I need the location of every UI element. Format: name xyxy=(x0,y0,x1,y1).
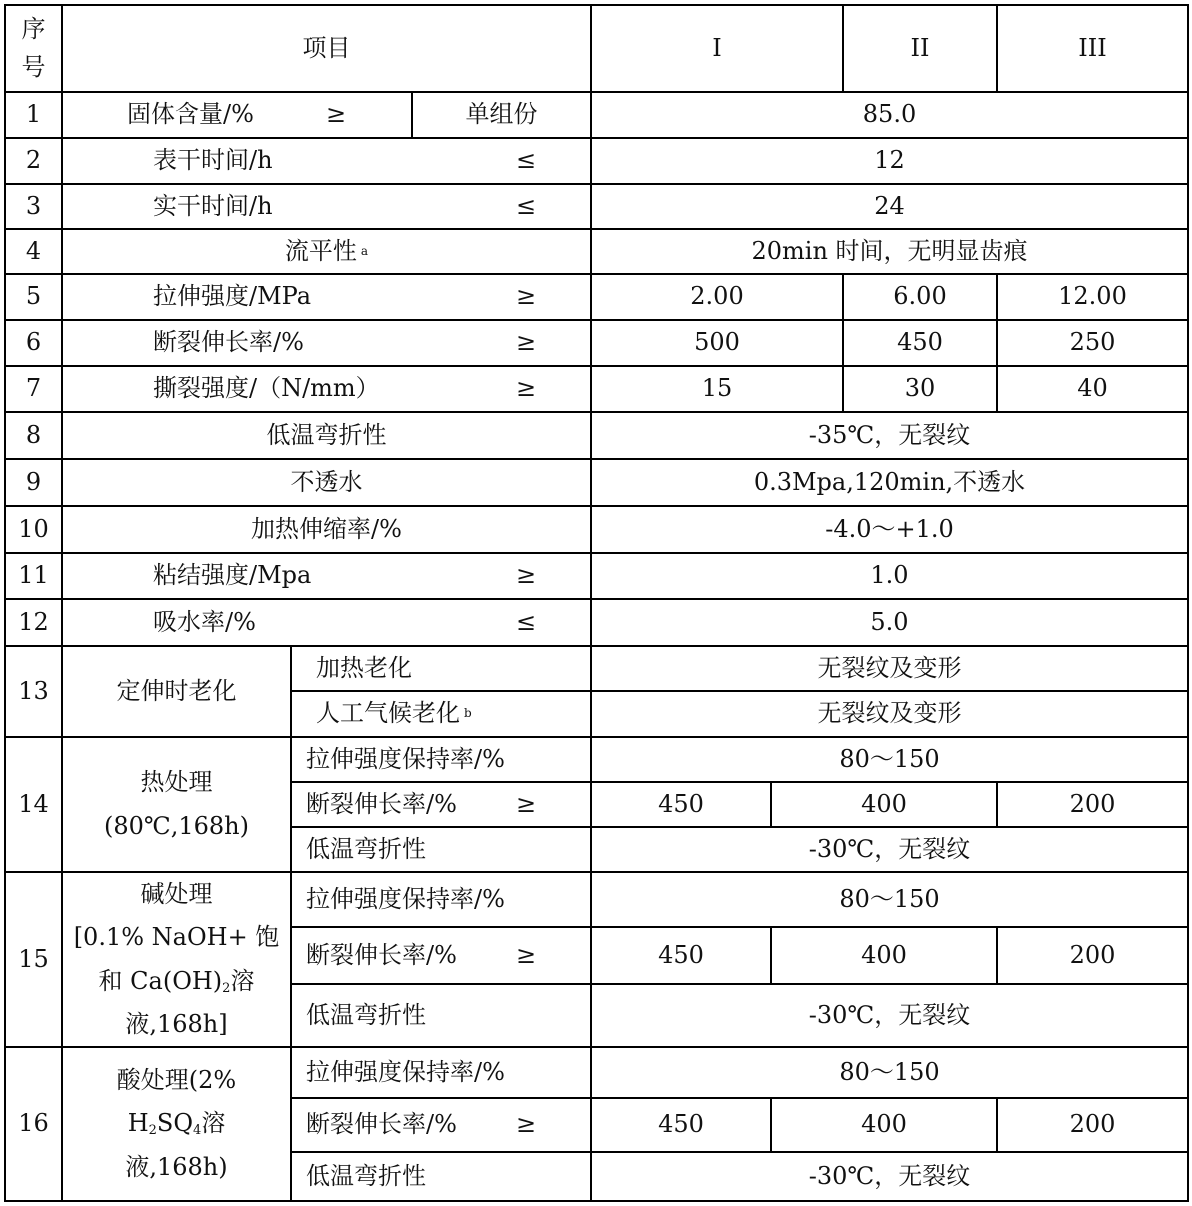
border-bottom xyxy=(4,1200,1189,1202)
ge-symbol: ≥ xyxy=(515,328,537,357)
row-number: 11 xyxy=(18,561,49,590)
item-subtype: 单组份 xyxy=(465,100,538,129)
value-ii: 400 xyxy=(861,940,907,969)
value-iii: 12.00 xyxy=(1058,282,1127,311)
row-number: 7 xyxy=(25,374,42,403)
value-cell: 85.0 xyxy=(862,100,917,129)
value-cell: 20min 时间，无明显齿痕 xyxy=(751,236,1028,265)
value-cell: -4.0～+1.0 xyxy=(825,514,954,543)
sub-item: 拉伸强度保持率/% xyxy=(306,1057,505,1086)
item-name-part: 溶 xyxy=(201,1109,226,1138)
sub-item: 低温弯折性 xyxy=(306,834,426,863)
item-name-part: H xyxy=(127,1109,149,1138)
item-name xyxy=(63,873,290,1046)
value-i: 2.00 xyxy=(690,282,744,311)
sub-item: 断裂伸长率/% xyxy=(306,789,457,818)
item-name-part: 溶 xyxy=(230,966,255,995)
sub-item xyxy=(316,692,576,736)
subscript: 4 xyxy=(193,1123,202,1139)
footnote-marker: b xyxy=(464,706,472,721)
value-iii: 200 xyxy=(1069,940,1116,969)
item-name-line: 酸处理(2% xyxy=(116,1066,237,1095)
item-condition: (80℃,168h) xyxy=(103,811,249,840)
row-number: 2 xyxy=(25,146,42,175)
item-name: 表干时间/h xyxy=(153,146,273,175)
value-cell: -30℃，无裂纹 xyxy=(808,1000,971,1029)
item-name: 加热伸缩率/% xyxy=(251,514,402,543)
value-cell: 5.0 xyxy=(870,607,909,636)
item-name: 吸水率/% xyxy=(153,607,256,636)
sub-item: 拉伸强度保持率/% xyxy=(306,744,505,773)
row-number: 6 xyxy=(25,328,42,357)
item-name xyxy=(63,230,590,273)
item-name: 断裂伸长率/% xyxy=(153,328,304,357)
value-cell: 0.3Mpa,120min,不透水 xyxy=(753,467,1026,496)
value-i: 450 xyxy=(658,1110,704,1139)
value-cell: 24 xyxy=(874,191,905,220)
value-ii: 400 xyxy=(861,789,907,818)
row-number: 5 xyxy=(25,282,42,311)
vline-subitems xyxy=(290,646,292,1202)
sub-item: 断裂伸长率/% xyxy=(306,940,457,969)
header-col-iii: III xyxy=(1078,33,1107,62)
item-name-part: 和 Ca(OH) xyxy=(98,966,223,995)
le-symbol: ≤ xyxy=(515,191,537,220)
subscript: 2 xyxy=(148,1123,157,1139)
item-name-line: 热处理 xyxy=(140,768,213,797)
item-name: 撕裂强度/（N/mm） xyxy=(153,374,380,403)
row-number: 3 xyxy=(25,191,42,220)
value-cell: 无裂纹及变形 xyxy=(817,653,962,682)
item-name: 粘结强度/Mpa xyxy=(153,561,312,590)
value-cell: 80～150 xyxy=(839,744,940,773)
value-cell: -30℃，无裂纹 xyxy=(808,834,971,863)
item-name-line: 液,168h] xyxy=(125,1009,228,1038)
value-iii: 250 xyxy=(1069,328,1116,357)
row-number: 16 xyxy=(18,1109,49,1138)
item-name-line xyxy=(128,1102,226,1145)
row-number: 9 xyxy=(25,467,42,496)
value-i: 500 xyxy=(694,328,740,357)
sub-item: 拉伸强度保持率/% xyxy=(306,884,505,913)
row-number: 13 xyxy=(18,676,49,705)
value-i: 15 xyxy=(701,374,733,403)
ge-symbol: ≥ xyxy=(515,282,537,311)
sub-item: 加热老化 xyxy=(316,653,412,682)
value-ii: 30 xyxy=(904,374,936,403)
item-name xyxy=(63,738,290,871)
value-cell: 12 xyxy=(874,146,905,175)
header-item: 项目 xyxy=(302,33,351,62)
row-number: 10 xyxy=(18,514,49,543)
value-ii: 450 xyxy=(897,328,943,357)
row-number: 8 xyxy=(25,420,42,449)
item-name-text: 流平性 xyxy=(284,236,357,265)
row-number: 14 xyxy=(18,789,49,818)
header-col-i: I xyxy=(712,33,722,62)
value-cell: -30℃，无裂纹 xyxy=(808,1161,971,1190)
ge-symbol: ≥ xyxy=(515,1110,537,1139)
ge-symbol: ≥ xyxy=(515,374,537,403)
ge-symbol: ≥ xyxy=(515,940,537,969)
value-iii: 40 xyxy=(1077,374,1108,403)
value-iii: 200 xyxy=(1069,789,1116,818)
item-name: 实干时间/h xyxy=(153,191,273,220)
value-cell: 1.0 xyxy=(870,561,909,590)
row-number: 4 xyxy=(25,236,42,265)
value-cell: 80～150 xyxy=(839,884,940,913)
item-name-line xyxy=(99,960,255,1003)
ge-symbol: ≥ xyxy=(515,789,537,818)
value-ii: 400 xyxy=(861,1110,907,1139)
value-iii: 200 xyxy=(1069,1110,1116,1139)
sub-item: 低温弯折性 xyxy=(306,1000,426,1029)
row-number: 1 xyxy=(25,100,42,129)
value-ii: 6.00 xyxy=(893,282,947,311)
le-symbol: ≤ xyxy=(515,146,537,175)
item-name-line: 碱处理 xyxy=(140,880,213,909)
header-no: 序 号 xyxy=(21,15,46,81)
value-i: 450 xyxy=(658,789,704,818)
item-name-part: SQ xyxy=(156,1109,194,1138)
item-name xyxy=(63,1048,290,1200)
ge-symbol: ≥ xyxy=(325,100,347,129)
value-cell: 80～150 xyxy=(839,1057,940,1086)
item-name: 定伸时老化 xyxy=(116,676,237,705)
sub-item: 低温弯折性 xyxy=(306,1161,426,1190)
item-name: 不透水 xyxy=(290,467,363,496)
value-cell: 无裂纹及变形 xyxy=(817,699,962,728)
item-name-line: [0.1% NaOH+ 饱 xyxy=(73,923,280,952)
le-symbol: ≤ xyxy=(515,607,537,636)
item-name: 拉伸强度/MPa xyxy=(153,282,312,311)
item-name: 低温弯折性 xyxy=(266,420,387,449)
value-cell: -35℃，无裂纹 xyxy=(808,420,971,449)
row-number: 12 xyxy=(18,607,49,636)
value-i: 450 xyxy=(658,940,704,969)
ge-symbol: ≥ xyxy=(515,561,537,590)
subscript: 2 xyxy=(222,980,231,996)
sub-item: 断裂伸长率/% xyxy=(306,1110,457,1139)
item-name: 固体含量/% xyxy=(127,100,254,129)
sub-item-text: 人工气候老化 xyxy=(316,699,460,728)
footnote-marker: a xyxy=(360,243,369,258)
item-name-line: 液,168h) xyxy=(125,1152,228,1181)
header-col-ii: II xyxy=(910,33,930,62)
row-number: 15 xyxy=(18,944,49,973)
